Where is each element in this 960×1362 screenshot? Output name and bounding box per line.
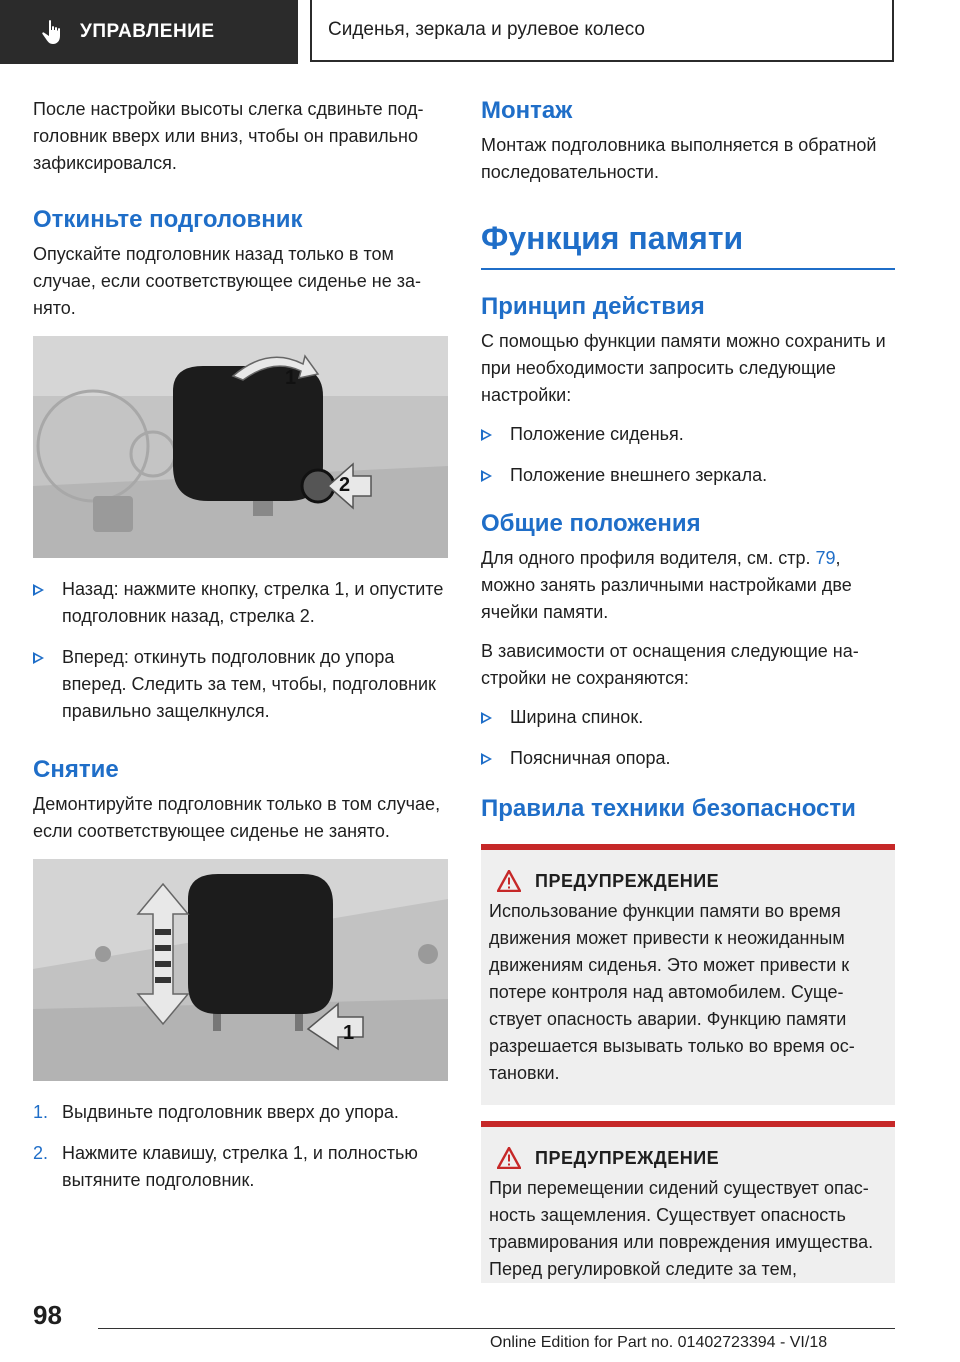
hand-pointer-icon (40, 19, 64, 45)
list-item: 1. Выдвиньте подголовник вверх до упора. (33, 1102, 399, 1122)
remove-heading: Снятие (33, 756, 119, 783)
principle-bullet-list (481, 421, 895, 489)
footer-divider (98, 1328, 895, 1329)
fold-heading: Откиньте подголовник (33, 206, 303, 233)
warning-title: ПРЕДУПРЕЖДЕНИЕ (535, 1147, 720, 1168)
warning-box-2 (481, 1121, 895, 1283)
list-item: Вперед: откинуть подголовник до упора вперед. Следить за тем, чтобы, подголовник правильно защелкнулся. (33, 644, 448, 725)
headrest-fold-illustration (33, 336, 448, 558)
triangle-bullet-icon (33, 584, 44, 596)
headrest-remove-illustration (33, 859, 448, 1081)
warning-title: ПРЕДУПРЕЖДЕНИЕ (535, 870, 720, 891)
principle-heading: Принцип действия (481, 293, 705, 320)
headrest-fold-figure (33, 336, 448, 558)
triangle-bullet-icon (33, 652, 44, 664)
arrow-label-1: 2 (339, 474, 351, 496)
list-item: 2. Нажмите клавишу, стрелка 1, и полностью вытяните подголовник. (33, 1143, 418, 1190)
list-item: Назад: нажмите кнопку, стрелка 1, и опустите подголовник назад, стрелка 2. (33, 576, 448, 630)
section-header (0, 0, 298, 64)
fold-paragraph: Опускайте подголовник назад только в том случае, если соответствующее сиденье не занято. (33, 244, 422, 318)
list-item: Положение внешнего зеркала. (481, 462, 895, 489)
intro-paragraph: После настройки высоты слегка сдвиньте подголовник вверх или вниз, чтобы он правильно зафиксировался. (33, 99, 424, 173)
memory-heading: Функция памяти (481, 220, 744, 256)
right-column (481, 96, 895, 1283)
left-column (33, 96, 448, 1208)
triangle-bullet-icon (481, 429, 492, 441)
page-number: 98 (33, 1300, 62, 1330)
arrow-label-1: 1 (343, 1022, 355, 1044)
fold-bullet-list (33, 576, 448, 725)
mount-paragraph: Монтаж подголовника выполняется в обратной последовательности. (481, 135, 877, 182)
mount-heading: Монтаж (481, 97, 573, 124)
remove-steps-list (33, 1099, 448, 1194)
headrest-remove-figure (33, 859, 448, 1081)
warning-text: При перемещении сидений существует опасность защемления. Существует опасность травмирования или повреждения имущества. Перед регулировкой следите за тем, (489, 1178, 874, 1279)
edition-text: Online Edition for Part no. 01402723394 - VI/18 (490, 1334, 828, 1351)
warning-triangle-icon (497, 870, 521, 892)
list-item: Ширина спинок. (481, 704, 895, 731)
chapter-title: Сиденья, зеркала и рулевое колесо (328, 19, 645, 40)
warning-header (489, 870, 887, 892)
general-paragraph: Для одного профиля водителя, см. стр. 79, можно занять различными настройками две ячейки памяти. (481, 548, 852, 622)
warning-text: Использование функции памяти во время движения может привести к неожиданным движениям сиденья. Это может привести к потере контроля над автомобилем. Существует опасность аварии. Функцию памяти разрешается вызывать только во время остановки. (489, 901, 855, 1083)
remove-paragraph: Демонтируйте подголовник только в том случае, если соответствующее сиденье не занято. (33, 794, 441, 841)
general-heading: Общие положения (481, 510, 701, 537)
triangle-bullet-icon (481, 470, 492, 482)
section-title: УПРАВЛЕНИЕ (80, 21, 215, 42)
general-bullet-list (481, 704, 895, 772)
list-item: Положение сиденья. (481, 421, 895, 448)
warning-box-1 (481, 844, 895, 1105)
memory-section-header (481, 218, 895, 270)
arrow-label-2: 1 (285, 367, 297, 389)
triangle-bullet-icon (481, 712, 492, 724)
principle-paragraph: С помощью функции памяти можно сохранить и при необходимости запросить следующие настройки: (481, 331, 886, 405)
general-paragraph-2: В зависимости от оснащения следующие настройки не сохраняются: (481, 641, 859, 688)
triangle-bullet-icon (481, 753, 492, 765)
chapter-header (310, 0, 894, 62)
warning-triangle-icon (497, 1147, 521, 1169)
list-item: Поясничная опора. (481, 745, 895, 772)
page-reference-link[interactable]: 79 (815, 548, 836, 568)
safety-heading: Правила техники безопасности (481, 795, 856, 822)
warning-header (489, 1147, 887, 1169)
